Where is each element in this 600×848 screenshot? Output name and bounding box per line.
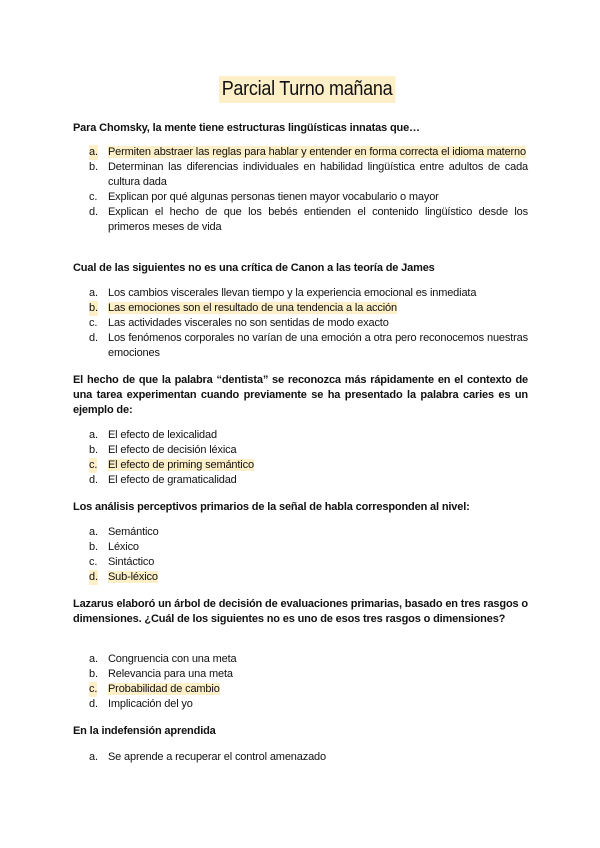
question-5-options <box>73 652 528 712</box>
question-6-options <box>73 750 528 765</box>
question-5-stem: Lazarus elaboró un árbol de decisión de evaluaciones primarias, basado en tres rasgos o dimensiones. ¿Cuál de los siguientes no es uno de esos tres rasgos o dimensiones? <box>73 598 528 625</box>
option-4b: b. Léxico <box>89 541 139 553</box>
option-3c: c. El efecto de priming semántico <box>89 459 254 471</box>
option-4a: a. Semántico <box>89 526 159 538</box>
option-3a: a. El efecto de lexicalidad <box>89 429 217 441</box>
option-6a: a. Se aprende a recuperar el control amenazado <box>89 751 326 763</box>
option-1c: c. Explican por qué algunas personas tienen mayor vocabulario o mayor <box>89 191 439 203</box>
option-1a: a. Permiten abstraer las reglas para hablar y entender en forma correcta el idioma materno <box>89 146 526 158</box>
option-1b: b. Determinan las diferencias individuales en habilidad lingüística entre adultos de cada cultura dada <box>89 161 528 188</box>
option-1d: d. Explican el hecho de que los bebés entienden el contenido lingüístico desde los primeros meses de vida <box>89 206 528 233</box>
option-3b: b. El efecto de decisión léxica <box>89 444 237 456</box>
option-5a: a. Congruencia con una meta <box>89 653 237 665</box>
option-4d: d. Sub-léxico <box>89 571 158 583</box>
option-2b: b. Las emociones son el resultado de una tendencia a la acción <box>89 302 397 314</box>
option-3d: d. El efecto de gramaticalidad <box>89 474 237 486</box>
option-5d: d. Implicación del yo <box>89 698 193 710</box>
question-4-options <box>73 525 528 585</box>
question-3-options <box>73 428 528 488</box>
page-title: Parcial Turno mañana <box>219 76 395 103</box>
option-2d: d. Los fenómenos corporales no varían de una emoción a otra pero reconocemos nuestras emociones <box>89 332 528 359</box>
question-1-stem: Para Chomsky, la mente tiene estructuras lingüísticas innatas que… <box>73 122 420 134</box>
question-1-options <box>73 145 528 235</box>
question-2-stem: Cual de las siguientes no es una crítica de Canon a las teoría de James <box>73 262 435 274</box>
option-2c: c. Las actividades viscerales no son sentidas de modo exacto <box>89 317 389 329</box>
question-6-stem: En la indefensión aprendida <box>73 725 216 737</box>
option-5b: b. Relevancia para una meta <box>89 668 233 680</box>
option-5c: c. Probabilidad de cambio <box>89 683 220 695</box>
option-2a: a. Los cambios viscerales llevan tiempo y la experiencia emocional es inmediata <box>89 287 477 299</box>
question-2-options <box>73 286 528 361</box>
question-4-stem: Los análisis perceptivos primarios de la señal de habla corresponden al nivel: <box>73 501 470 513</box>
option-4c: c. Sintáctico <box>89 556 155 568</box>
question-3-stem: El hecho de que la palabra “dentista” se reconozca más rápidamente en el contexto de una tarea experimentan cuando previamente se ha presentado la palabra caries es un ejemplo de: <box>73 374 528 416</box>
